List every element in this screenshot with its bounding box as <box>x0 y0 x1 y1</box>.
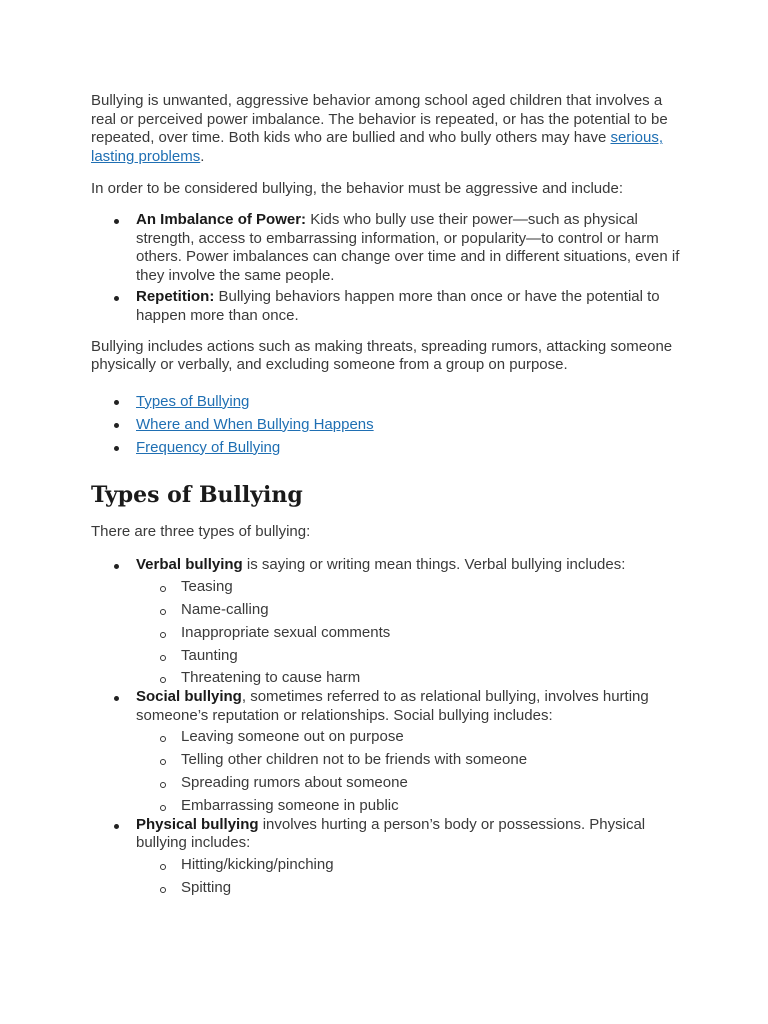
intro-end: . <box>200 147 205 165</box>
toc-item <box>136 436 691 459</box>
intro-text: Bullying is unwanted, aggressive behavior among school aged children that involves a real or perceived power imbalance. The behavior is repeated, or has the potential to be repeated, over time. Both kids who are bullied and who bully others may have <box>91 92 668 147</box>
sub-item: Taunting <box>181 647 691 666</box>
type-text: is saying or writing mean things. Verbal bullying includes: <box>242 556 626 574</box>
toc-link-types[interactable]: Types of Bullying <box>136 392 250 410</box>
criteria-lead: In order to be considered bullying, the behavior must be aggressive and include: <box>91 180 623 198</box>
type-term: Physical bullying <box>136 815 259 833</box>
sub-item: Hitting/kicking/pinching <box>181 856 691 875</box>
sub-item: Spitting <box>181 879 691 898</box>
types-lead: There are three types of bullying: <box>91 522 311 540</box>
sub-item: Threatening to cause harm <box>181 669 691 688</box>
type-sublist <box>136 856 691 897</box>
criteria-text: Kids who bully use their power—such as physical strength, access to embarrassing information, or popularity—to control or harm others. Power imbalances can change over time and in different situations, even if they involve the same people. <box>136 210 680 284</box>
type-text: , sometimes referred to as relational bullying, involves hurting someone’s reputation or relationships. Social bullying includes: <box>136 688 649 724</box>
type-item-physical <box>136 816 691 898</box>
toc-item <box>136 390 691 413</box>
criteria-list <box>91 211 691 326</box>
type-term: Social bullying <box>136 688 242 706</box>
toc-link-frequency[interactable]: Frequency of Bullying <box>136 438 281 456</box>
type-sublist <box>136 578 691 688</box>
sub-item: Name-calling <box>181 601 691 620</box>
criteria-term: An Imbalance of Power: <box>136 210 307 228</box>
toc-item <box>136 413 691 436</box>
type-sublist <box>136 728 691 815</box>
criteria-item <box>136 211 691 285</box>
toc-link-where-when[interactable]: Where and When Bullying Happens <box>136 415 374 433</box>
type-item-social <box>136 688 691 815</box>
toc-list <box>91 390 691 459</box>
criteria-term: Repetition: <box>136 288 215 306</box>
type-term: Verbal bullying <box>136 556 243 574</box>
sub-item: Telling other children not to be friends with someone <box>181 751 691 770</box>
criteria-item <box>136 288 691 325</box>
sub-item: Spreading rumors about someone <box>181 774 691 793</box>
criteria-text: Bullying behaviors happen more than once or have the potential to happen more than once. <box>136 288 660 324</box>
serious-problems-link[interactable]: serious, lasting problems <box>91 129 663 165</box>
sub-item: Leaving someone out on purpose <box>181 728 691 747</box>
types-list <box>91 556 691 897</box>
intro-paragraph <box>91 92 691 166</box>
actions-paragraph: Bullying includes actions such as making threats, spreading rumors, attacking someone physically or verbally, and excluding someone from a group on purpose. <box>91 337 673 374</box>
type-item-verbal <box>136 556 691 688</box>
sub-item: Teasing <box>181 578 691 597</box>
sub-item: Inappropriate sexual comments <box>181 624 691 643</box>
article-body <box>91 92 691 901</box>
sub-item: Embarrassing someone in public <box>181 797 691 816</box>
type-text: involves hurting a person’s body or possessions. Physical bullying includes: <box>136 815 646 852</box>
types-heading: Types of Bullying <box>91 481 303 508</box>
